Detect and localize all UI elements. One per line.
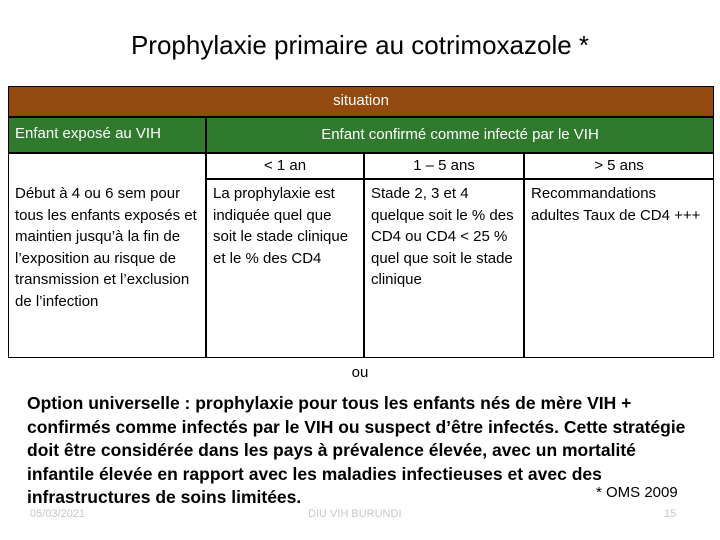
ou-connector: ou: [351, 364, 369, 381]
footer-page-number: 15: [664, 508, 677, 520]
age-1-5-cell: Stade 2, 3 et 4 quelque soit le % des CD4 ou CD4 < 25 % quel que soit le stade clinique: [364, 179, 524, 358]
confirmed-header: Enfant confirmé comme infecté par le VIH: [206, 117, 714, 153]
age-gt5-header: > 5 ans: [524, 153, 714, 179]
footer-center: DIU VIH BURUNDI: [308, 508, 402, 520]
footer-date: 05/03/2021: [30, 508, 86, 520]
slide-title: Prophylaxie primaire au cotrimoxazole *: [130, 30, 590, 60]
age-gt5-cell: Recommandations adultes Taux de CD4 +++: [524, 179, 714, 358]
age-lt1-cell: La prophylaxie est indiquée quel que soit le stade clinique et le % des CD4: [206, 179, 364, 358]
prophylaxis-table: [8, 86, 714, 358]
age-lt1-header: < 1 an: [206, 153, 364, 179]
universal-option-paragraph: Option universelle : prophylaxie pour tous les enfants nés de mère VIH + confirmés comme infectés par le VIH ou suspect d’être infectés. Cette stratégie doit être considérée dans les pays à prévalence élevée, avec un mortalité infantile élevée en rapport avec les maladies infectieuses et avec des infrastructures de soins limitées.: [27, 393, 686, 508]
age-1-5-header: 1 – 5 ans: [364, 153, 524, 179]
oms-reference: * OMS 2009: [596, 484, 678, 501]
exposed-cell: Début à 4 ou 6 sem pour tous les enfants exposés et maintien jusqu’à la fin de l’exposition au risque de transmission et l’exclusion de l’infection: [8, 153, 206, 358]
situation-header: situation: [8, 86, 714, 117]
exposed-header: Enfant exposé au VIH: [8, 117, 206, 153]
